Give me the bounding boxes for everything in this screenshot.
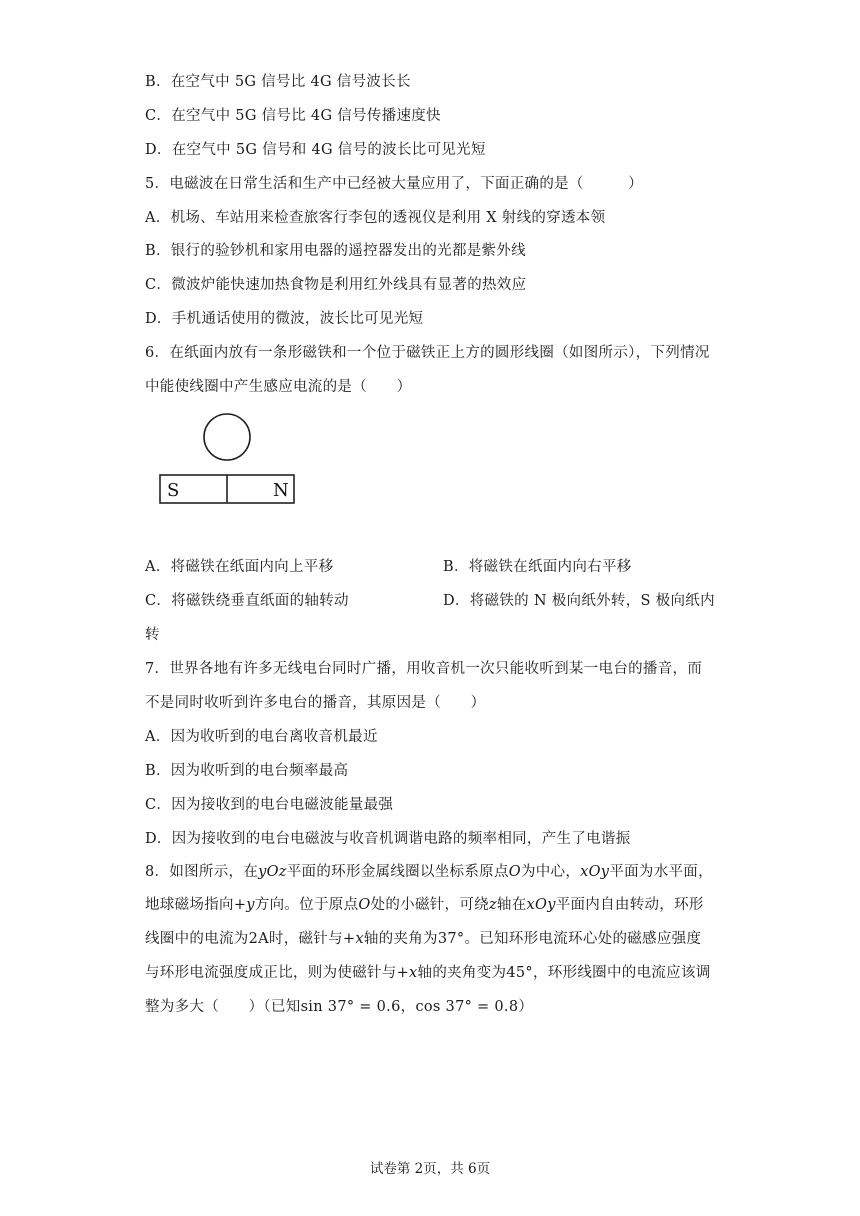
magnet-s-pole-label: S [167,480,180,501]
q7-stem-line1: 7．世界各地有许多无线电台同时广播，用收音机一次只能收听到某一电台的播音，而 [145,661,703,677]
q6-option-b: B．将磁铁在纸面内向右平移 [443,559,632,575]
q8-text: 8．如图所示，在 [145,864,259,880]
q8-line2 [145,895,704,915]
q8-text: 与环形电流强度成正比，则为使磁针与 [145,965,397,981]
magnet-n-pole-label: N [273,480,289,501]
q7-option-d: D．因为接收到的电台电磁波与收音机调谐电路的频率相同，产生了电谐振 [145,831,631,847]
q8-text: ， [400,999,416,1015]
q6-stem-line1: 6．在纸面内放有一条形磁铁和一个位于磁铁正上方的圆形线圈（如图所示），下列情况 [145,345,710,361]
q6-option-c: C．将磁铁绕垂直纸面的轴转动 [145,593,349,609]
q8-axis-x: +x [342,931,364,947]
q8-text: 处的小磁针，可绕 [370,897,489,913]
q8-angle-45: 45° [506,965,533,981]
q8-angle-37: 37° [437,931,465,947]
q4-option-d: D．在空气中 5G 信号和 4G 信号的波长比可见光短 [145,142,486,158]
q8-text: 地球磁场指向 [145,897,234,913]
q8-axis-x: +x [396,965,418,981]
q6-option-a: A．将磁铁在纸面内向上平移 [145,559,334,575]
q8-text: 平面内自由转动，环形 [555,897,704,913]
q5-option-a: A．机场、车站用来检查旅客行李包的透视仪是利用 X 射线的穿透本领 [145,210,606,226]
q8-cos-value: cos 37° = 0.8 [415,999,519,1015]
q8-text: 整为多大（ ）（已知 [145,999,301,1015]
magnet-coil-svg [155,408,300,510]
q8-text: 方向。位于原点 [254,897,359,913]
q7-option-c: C．因为接收到的电台电磁波能量最强 [145,797,394,813]
q8-text: ，环形线圈中的电流应该调 [532,965,711,981]
q8-plane-xoy: xOy [526,897,556,913]
q8-text: 平面的环形金属线圈以坐标系原点 [286,864,509,880]
q8-direction-y: +y [233,897,255,913]
q7-stem-line2: 不是同时收听到许多电台的播音，其原因是（ ） [145,695,486,711]
q8-text: 轴在 [496,897,527,913]
q8-text: ） [518,999,534,1015]
q8-line5 [145,997,533,1017]
q8-line1 [145,862,713,882]
magnet-coil-diagram [155,408,300,514]
q8-line4 [145,963,711,983]
circular-coil [204,414,250,460]
q8-origin-o: O [508,864,521,880]
q6-option-d-continued: 转 [145,627,160,643]
q6-stem-line2: 中能使线圈中产生感应电流的是（ ） [145,379,412,395]
q5-option-c: C．微波炉能快速加热食物是利用红外线具有显著的热效应 [145,277,527,293]
q8-text: 。已知环形电流环心处的磁感应强度 [464,931,702,947]
q7-option-a: A．因为收听到的电台离收音机最近 [145,729,378,745]
q8-axis-z: z [488,897,497,913]
q5-stem: 5．电磁波在日常生活和生产中已经被大量应用了，下面正确的是（ ） [145,176,643,192]
q8-line3 [145,929,701,949]
q5-option-b: B．银行的验钞机和家用电器的遥控器发出的光都是紫外线 [145,243,526,259]
q8-text: 轴的夹角变为 [417,965,507,981]
q5-option-d: D．手机通话使用的微波，波长比可见光短 [145,311,424,327]
q8-text: 平面为水平面， [609,864,713,880]
q7-option-b: B．因为收听到的电台频率最高 [145,763,349,779]
page-footer: 试卷第 2页，共 6页 [369,1161,491,1177]
q4-option-b: B．在空气中 5G 信号比 4G 信号波长长 [145,74,411,90]
q8-plane-yoz: yOz [258,864,287,880]
q4-option-c: C．在空气中 5G 信号比 4G 信号传播速度快 [145,108,441,124]
q8-text: 时，磁针与 [268,931,343,947]
q8-text: 轴的夹角为 [363,931,438,947]
q8-sin-value: sin 37° = 0.6 [300,999,401,1015]
q8-text: 为中心， [520,864,581,880]
q8-current-value: 2A [248,931,269,947]
q8-text: 线圈中的电流为 [145,931,249,947]
q8-plane-xoy: xOy [580,864,610,880]
q6-option-d: D．将磁铁的 N 极向纸外转，S 极向纸内 [443,593,715,609]
q8-origin-o: O [358,897,371,913]
